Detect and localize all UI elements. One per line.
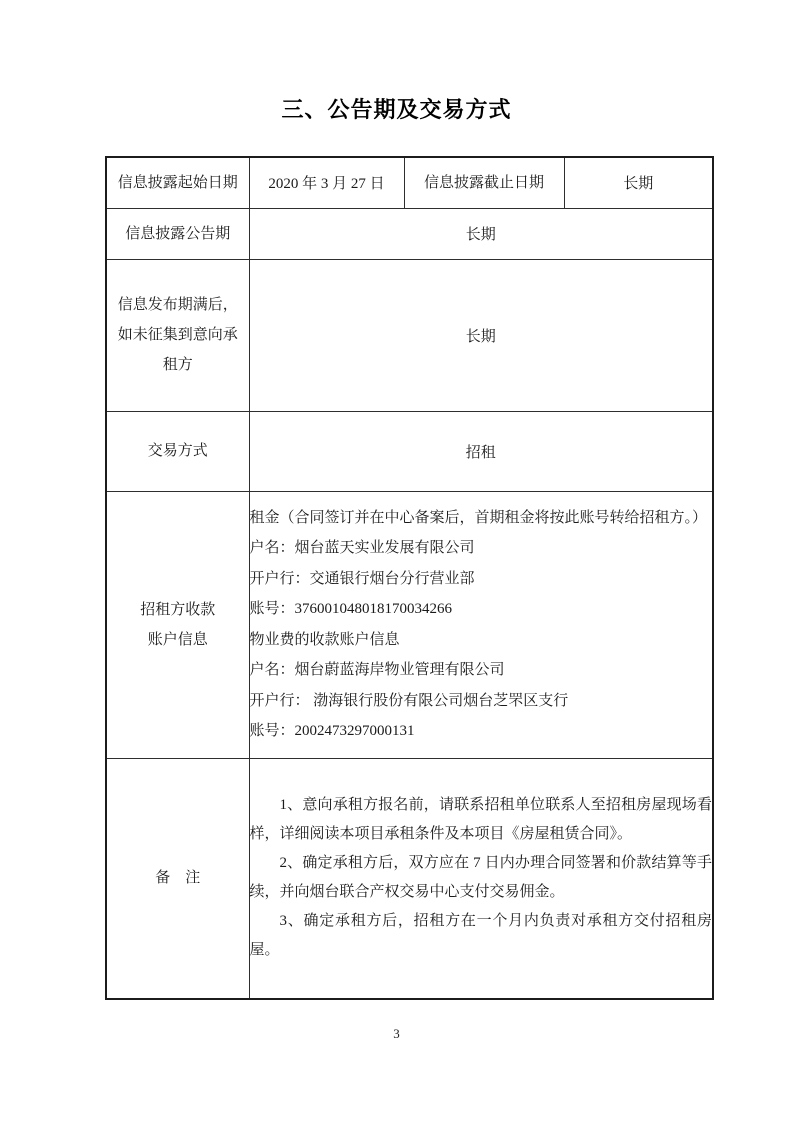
- page-number: 3: [393, 1026, 400, 1041]
- property-fee-account-holder: 户名：烟台蔚蓝海岸物业管理有限公司: [249, 662, 505, 678]
- table-row: [106, 411, 713, 491]
- no-tenant-found-label-line: 信息发布期满后，: [117, 297, 238, 313]
- rent-account-bank: 开户行：交通银行烟台分行营业部: [249, 570, 475, 587]
- table-row: [106, 157, 713, 208]
- announcement-period-value: 长期: [249, 208, 713, 259]
- remark-item-3: 3、确定承租方后，招租方在一个月内负责对承租方交付招租房屋。: [249, 913, 712, 959]
- remarks-label: 备 注: [106, 758, 249, 999]
- transaction-method-label: 交易方式: [106, 411, 249, 491]
- no-tenant-found-label-line: 如未征集到意向承: [117, 327, 238, 343]
- no-tenant-found-label: [106, 259, 249, 411]
- remark-item-1: 1、意向承租方报名前，请联系招租单位联系人至招租房屋现场看样，详细阅读本项目承租条件及本项目《房屋租赁合同》。: [249, 797, 712, 843]
- table-row: [106, 208, 713, 259]
- lessor-account-label: [106, 491, 249, 758]
- table-row: [106, 491, 713, 758]
- disclosure-end-label: 信息披露截止日期: [404, 157, 564, 208]
- transaction-method-value: 招租: [249, 411, 713, 491]
- announcement-table: [105, 156, 714, 1000]
- no-tenant-found-value: 长期: [249, 259, 713, 411]
- section-title: 三、公告期及交易方式: [281, 97, 512, 122]
- lessor-account-label-line: 账户信息: [147, 631, 208, 648]
- disclosure-start-label: 信息披露起始日期: [106, 157, 249, 208]
- lessor-account-label-line: 招租方收款: [140, 601, 216, 618]
- remarks-content: [249, 758, 713, 999]
- no-tenant-found-label-line: 租方: [162, 357, 193, 373]
- property-fee-account-number: 账号：2002473297000131: [249, 723, 415, 739]
- rent-account-holder: 户名：烟台蓝天实业发展有限公司: [249, 540, 475, 556]
- property-fee-account-title: 物业费的收款账户信息: [249, 631, 400, 648]
- disclosure-end-value: 长期: [564, 157, 713, 208]
- lessor-account-info: [249, 491, 713, 758]
- remark-item-2: 2、确定承租方后，双方应在 7 日内办理合同签署和价款结算等手续，并向烟台联合产权交易中心支付交易佣金。: [249, 855, 712, 901]
- rent-account-number: 账号：376001048018170034266: [249, 601, 453, 617]
- table-row: [106, 259, 713, 411]
- property-fee-account-bank: 开户行： 渤海银行股份有限公司烟台芝罘区支行: [249, 692, 569, 709]
- rent-account-note: 租金（合同签订并在中心备案后，首期租金将按此账号转给招租方。）: [249, 509, 708, 526]
- announcement-period-label: 信息披露公告期: [106, 208, 249, 259]
- disclosure-start-value: 2020 年 3 月 27 日: [249, 157, 404, 208]
- table-row: [106, 758, 713, 999]
